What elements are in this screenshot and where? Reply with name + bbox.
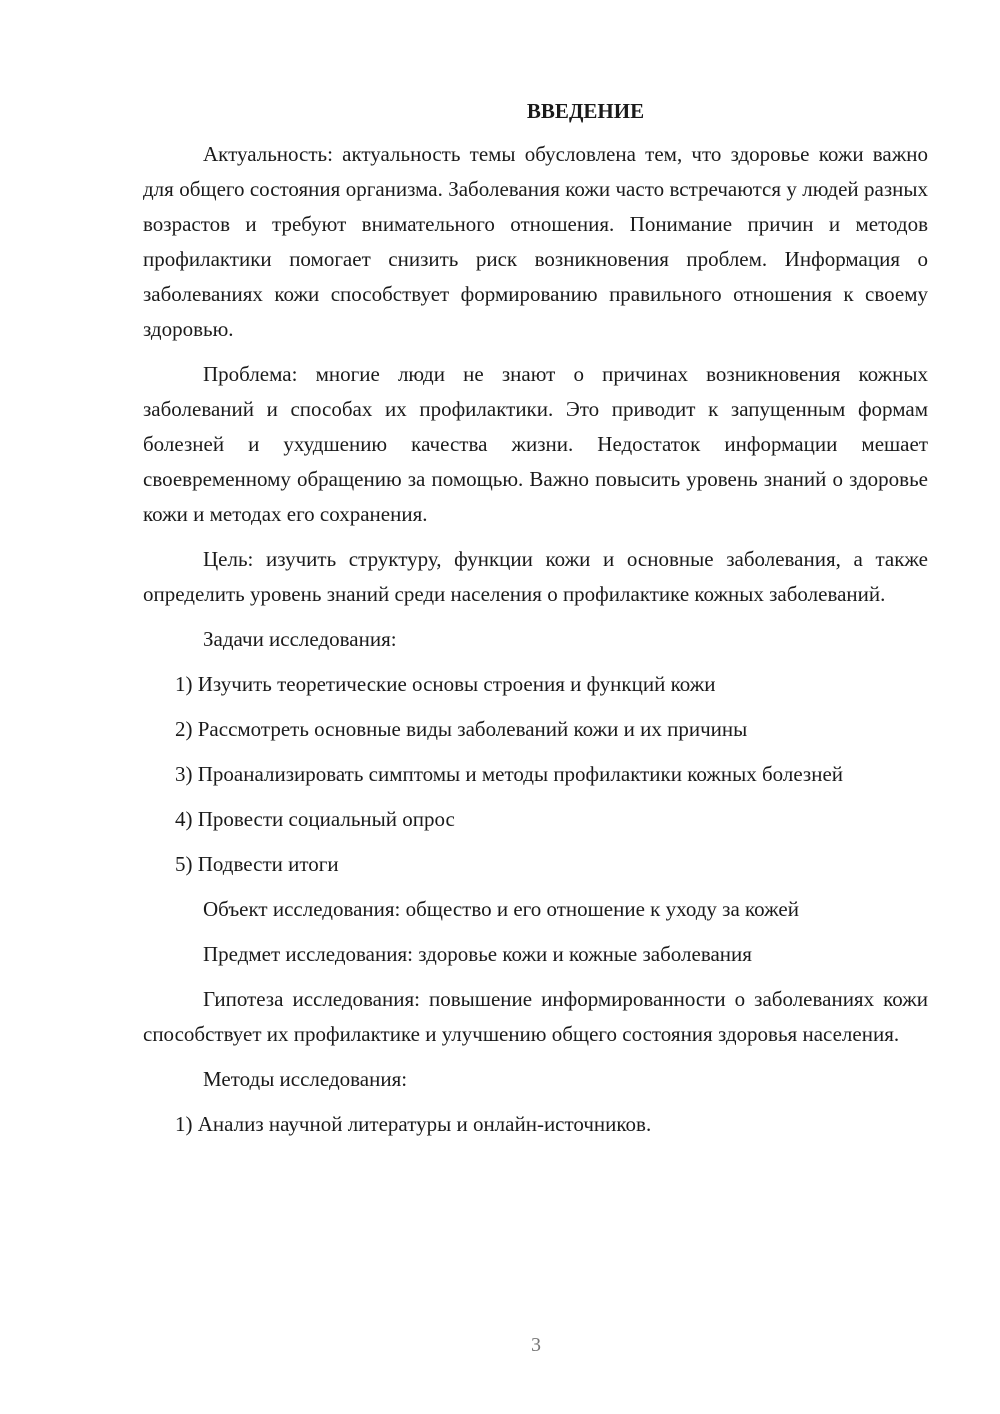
paragraph-relevance: Актуальность: актуальность темы обусловлена тем, что здоровье кожи важно для общего состояния организма. Заболевания кожи часто встречаются у людей разных возрастов и требуют внимательного отношения. Понимание причин и методов профилактики помогает снизить риск возникновения проблем. Информация о заболеваниях кожи способствует формированию правильного отношения к своему здоровью.: [143, 142, 928, 341]
task-item-5: 5) Подвести итоги: [175, 852, 339, 876]
paragraph-hypothesis: Гипотеза исследования: повышение информированности о заболеваниях кожи способствует их профилактике и улучшению общего состояния здоровья населения.: [143, 987, 928, 1046]
paragraph-goal: Цель: изучить структуру, функции кожи и основные заболевания, а также определить уровень знаний среди населения о профилактике кожных заболеваний.: [143, 547, 928, 606]
page-number: 3: [531, 1334, 541, 1356]
methods-heading: Методы исследования:: [203, 1067, 408, 1091]
task-item-3: 3) Проанализировать симптомы и методы профилактики кожных болезней: [175, 762, 844, 786]
document-page: [143, 96, 928, 1152]
tasks-heading: Задачи исследования:: [203, 627, 397, 651]
task-item-4: 4) Провести социальный опрос: [175, 807, 455, 831]
paragraph-object: Объект исследования: общество и его отношение к уходу за кожей: [203, 897, 799, 921]
method-item-1: 1) Анализ научной литературы и онлайн-источников.: [175, 1112, 652, 1136]
paragraph-subject: Предмет исследования: здоровье кожи и кожные заболевания: [203, 942, 752, 966]
paragraph-problem: Проблема: многие люди не знают о причинах возникновения кожных заболеваний и способах их профилактики. Это приводит к запущенным формам болезней и ухудшению качества жизни. Недостаток информации мешает своевременному обращению за помощью. Важно повысить уровень знаний о здоровье кожи и методах его сохранения.: [143, 362, 928, 526]
page-title: ВВЕДЕНИЕ: [526, 99, 645, 123]
task-item-1: 1) Изучить теоретические основы строения и функций кожи: [175, 672, 716, 696]
task-item-2: 2) Рассмотреть основные виды заболеваний кожи и их причины: [175, 717, 748, 741]
